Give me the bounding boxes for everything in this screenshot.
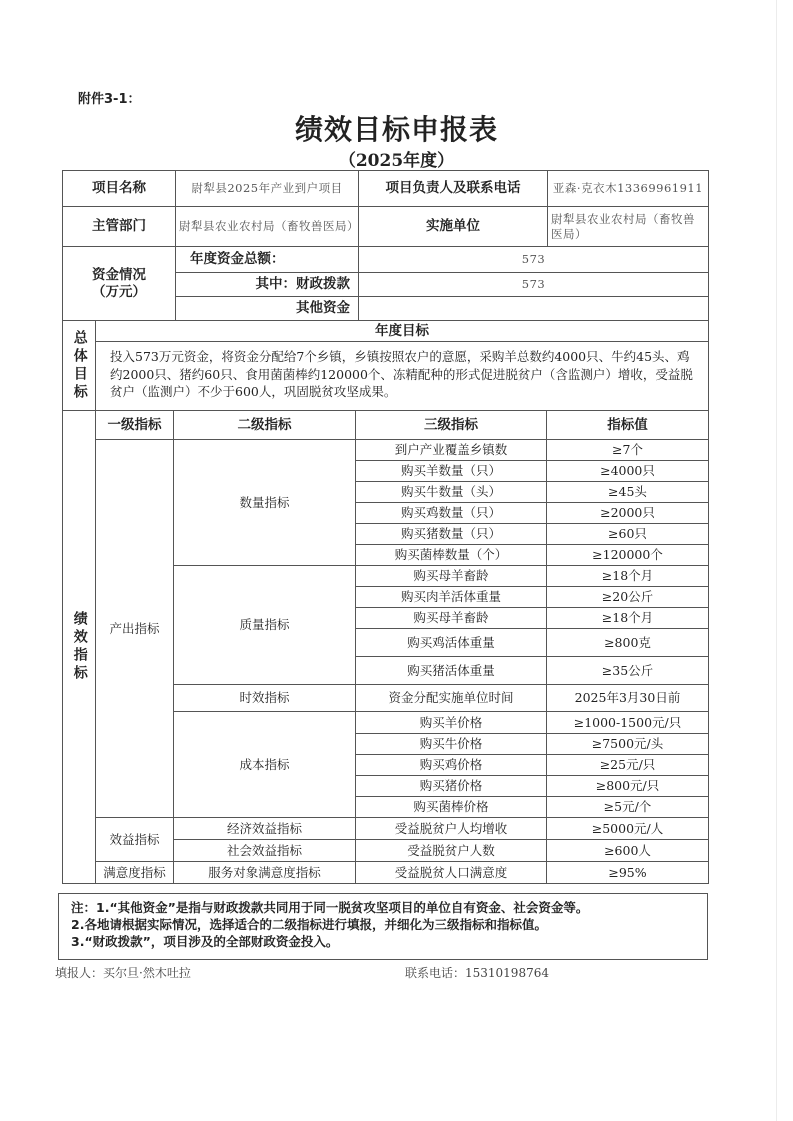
indicator-value: ≥5000元/人 [547, 818, 709, 840]
indicator-value: ≥800克 [547, 629, 709, 657]
contact-phone: 联系电话：15310198764 [405, 966, 549, 980]
indicator-value: ≥2000只 [547, 503, 709, 524]
indicator-value: ≥18个月 [547, 566, 709, 587]
funds-other-label: 其他资金 [176, 297, 359, 321]
indicator-name: 购买菌棒数量（个） [356, 545, 547, 566]
indicator-value: ≥800元/只 [547, 776, 709, 797]
level1-output: 产出指标 [96, 440, 174, 818]
level2-quantity: 数量指标 [174, 440, 356, 566]
indicator-value: ≥18个月 [547, 608, 709, 629]
indicator-name: 购买猪活体重量 [356, 657, 547, 685]
dept-value: 尉犁县农业农村局（畜牧兽医局） [176, 207, 359, 247]
indicator-name: 购买猪数量（只） [356, 524, 547, 545]
indicator-name: 购买鸡数量（只） [356, 503, 547, 524]
funds-fiscal-label: 其中：财政拨款 [176, 273, 359, 297]
note-2: 2.各地请根据实际情况，选择适合的二级指标进行填报，并细化为三级指标和指标值。 [71, 916, 547, 932]
indicator-name: 购买母羊畜龄 [356, 608, 547, 629]
indicator-value: ≥5元/个 [547, 797, 709, 818]
indicator-value: ≥60只 [547, 524, 709, 545]
level2-social: 社会效益指标 [174, 840, 356, 862]
project-info-table [62, 170, 709, 321]
annual-goal-header: 年度目标 [96, 321, 709, 342]
indicator-value: ≥120000个 [547, 545, 709, 566]
indicator-value: 2025年3月30日前 [547, 685, 709, 712]
impl-unit-value: 尉犁县农业农村局（畜牧兽医局） [548, 207, 709, 247]
funds-other-value [359, 297, 709, 321]
level2-service-satisfaction: 服务对象满意度指标 [174, 862, 356, 884]
indicator-name: 购买菌棒价格 [356, 797, 547, 818]
indicators-table [62, 410, 709, 884]
page-title: 绩效目标申报表 [294, 113, 498, 146]
overall-goal-table [62, 320, 709, 411]
indicator-value: ≥95% [547, 862, 709, 884]
attachment-label: 附件3-1： [78, 92, 141, 107]
level2-economic: 经济效益指标 [174, 818, 356, 840]
indicator-name: 购买牛价格 [356, 734, 547, 755]
filler-name: 填报人：买尔旦·然木吐拉 [55, 966, 191, 980]
header-level2: 二级指标 [174, 411, 356, 440]
indicators-side-label: 绩效指标 [63, 411, 96, 884]
project-contact-label: 项目负责人及联系电话 [359, 171, 548, 207]
level2-quality: 质量指标 [174, 566, 356, 685]
funds-label [63, 247, 176, 321]
indicator-value: ≥600人 [547, 840, 709, 862]
indicator-name: 受益脱贫户人均增收 [356, 818, 547, 840]
indicator-name: 购买羊价格 [356, 712, 547, 734]
indicator-value: ≥35公斤 [547, 657, 709, 685]
project-name-label: 项目名称 [63, 171, 176, 207]
funds-total-value: 573 [359, 247, 709, 273]
annual-goal-text: 投入573万元资金，将资金分配给7个乡镇，乡镇按照农户的意愿，采购羊总数约4000只、牛约45头、鸡约2000只、猪约60只、食用菌菌棒约120000个、冻精配种的形式促进脱贫户（含监测户）增收，受益脱贫户（监测户）不少于600人，巩固脱贫攻坚成果。 [96, 342, 709, 411]
dept-label: 主管部门 [63, 207, 176, 247]
header-level1: 一级指标 [96, 411, 174, 440]
indicator-value: ≥20公斤 [547, 587, 709, 608]
note-3: 3.“财政拨款”，项目涉及的全部财政资金投入。 [71, 933, 339, 949]
indicator-name: 资金分配实施单位时间 [356, 685, 547, 712]
impl-unit-label: 实施单位 [359, 207, 548, 247]
notes-table [58, 893, 708, 960]
indicator-name: 购买猪价格 [356, 776, 547, 797]
level1-satisfaction: 满意度指标 [96, 862, 174, 884]
indicator-name: 购买母羊畜龄 [356, 566, 547, 587]
funds-total-label: 年度资金总额： [176, 247, 359, 273]
level2-cost: 成本指标 [174, 712, 356, 818]
level2-timeliness: 时效指标 [174, 685, 356, 712]
page-subtitle: （2025年度） [338, 151, 455, 171]
overall-goal-side-label: 总体目标 [63, 321, 96, 411]
indicator-name: 购买肉羊活体重量 [356, 587, 547, 608]
indicator-name: 受益脱贫人口满意度 [356, 862, 547, 884]
indicator-name: 到户产业覆盖乡镇数 [356, 440, 547, 461]
indicator-value: ≥1000-1500元/只 [547, 712, 709, 734]
note-1: 注：1.“其他资金”是指与财政拨款共同用于同一脱贫攻坚项目的单位自有资金、社会资金等。 [71, 900, 589, 915]
indicator-name: 受益脱贫户人数 [356, 840, 547, 862]
notes-cell [59, 894, 708, 960]
indicator-name: 购买羊数量（只） [356, 461, 547, 482]
indicator-value: ≥4000只 [547, 461, 709, 482]
funds-label-line2: （万元） [92, 283, 146, 300]
project-name-value: 尉犁县2025年产业到户项目 [176, 171, 359, 207]
indicator-name: 购买鸡价格 [356, 755, 547, 776]
indicator-value: ≥25元/只 [547, 755, 709, 776]
funds-fiscal-value: 573 [359, 273, 709, 297]
header-value: 指标值 [547, 411, 709, 440]
indicator-name: 购买鸡活体重量 [356, 629, 547, 657]
header-level3: 三级指标 [356, 411, 547, 440]
funds-label-line1: 资金情况 [92, 266, 146, 283]
level1-benefit: 效益指标 [96, 818, 174, 862]
indicator-value: ≥7500元/头 [547, 734, 709, 755]
indicator-value: ≥45头 [547, 482, 709, 503]
project-contact-value: 亚森·克衣木13369961911 [548, 171, 709, 207]
indicator-name: 购买牛数量（头） [356, 482, 547, 503]
indicator-value: ≥7个 [547, 440, 709, 461]
